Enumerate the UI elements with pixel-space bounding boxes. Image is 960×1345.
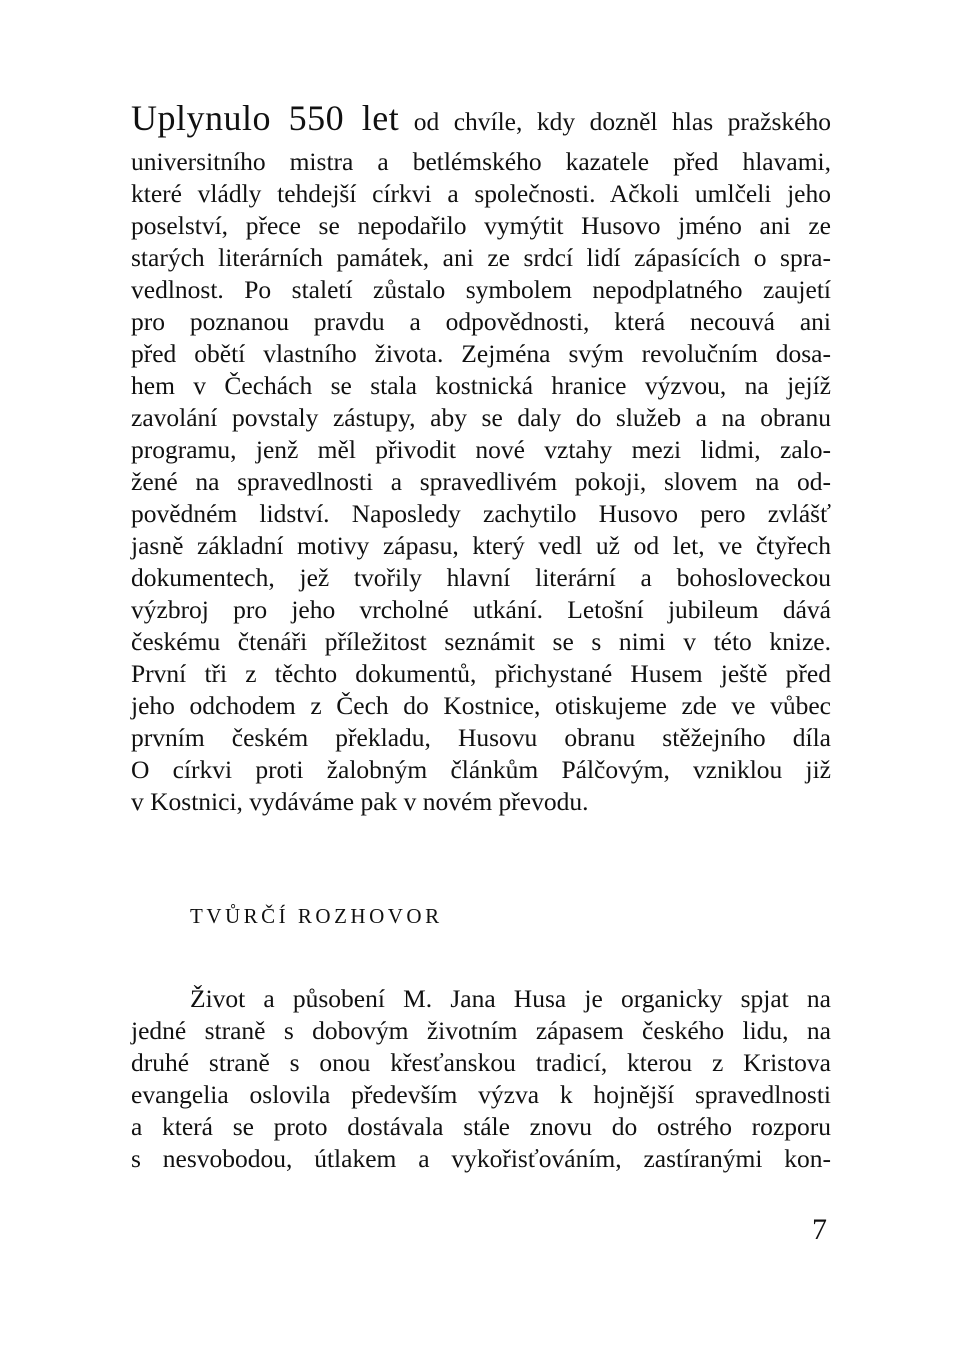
paragraph-2-line-3: druhé straně s onou křesťanskou tradicí, kterou z Kristova <box>131 1048 831 1077</box>
paragraph-1-line-15: dokumentech, jež tvořily hlavní literární a bohosloveckou <box>131 563 831 592</box>
lead-words: Uplynulo 550 let <box>131 98 400 138</box>
paragraph-1-line-1-text: od chvíle, kdy dozněl hlas pražského <box>399 107 831 136</box>
paragraph-1-line-16: výzbroj pro jeho vrcholné utkání. Letošní jubileum dává <box>131 595 831 624</box>
paragraph-1-line-9: hem v Čechách se stala kostnická hranice výzvou, na jejíž <box>131 371 831 400</box>
paragraph-1-line-10: zavolání povstaly zástupy, aby se daly do služeb a na obranu <box>131 403 831 432</box>
paragraph-1-line-18: První tři z těchto dokumentů, přichystané Husem ještě před <box>131 659 831 688</box>
paragraph-2-line-1: Život a působení M. Jana Husa je organicky spjat na <box>190 984 831 1013</box>
paragraph-1-line-17: českému čtenáři příležitost seznámit se s nimi v této knize. <box>131 627 831 656</box>
paragraph-1-line-20: prvním českém překladu, Husovu obranu stěžejního díla <box>131 723 831 752</box>
paragraph-1-line-11: programu, jenž měl přivodit nové vztahy mezi lidmi, zalo- <box>131 435 831 464</box>
paragraph-1-line-19: jeho odchodem z Čech do Kostnice, otiskujeme zde ve vůbec <box>131 691 831 720</box>
paragraph-1-line-13: povědném lidství. Naposledy zachytilo Husovo pero zvlášť <box>131 499 831 528</box>
paragraph-1-line-1 <box>131 98 831 138</box>
paragraph-2-line-4: evangelia oslovila především výzva k hojnější spravedlnosti <box>131 1080 831 1109</box>
paragraph-1-line-6: vedlnost. Po staletí zůstalo symbolem nepodplatného zaujetí <box>131 275 831 304</box>
paragraph-2-line-2: jedné straně s dobovým životním zápasem českého lidu, na <box>131 1016 831 1045</box>
paragraph-1-line-14: jasně základní motivy zápasu, který vedl už od let, ve čtyřech <box>131 531 831 560</box>
paragraph-1-line-21: O církvi proti žalobným článkům Pálčovým, vzniklou již <box>131 755 831 784</box>
paragraph-1-line-22: v Kostnici, vydáváme pak v novém převodu. <box>131 787 589 816</box>
paragraph-1-line-4: poselství, přece se nepodařilo vymýtit Husovo jméno ani ze <box>131 211 831 240</box>
page-number: 7 <box>812 1213 827 1246</box>
paragraph-2-line-6: s nesvobodou, útlakem a vykořisťováním, zastíranými kon- <box>131 1144 831 1173</box>
section-heading: TVŮRČÍ ROZHOVOR <box>190 904 443 928</box>
paragraph-1-line-5: starých literárních památek, ani ze srdcí lidí zápasících o spra- <box>131 243 831 272</box>
paragraph-1-line-7: pro poznanou pravdu a odpovědnosti, která necouvá ani <box>131 307 831 336</box>
paragraph-2-line-5: a která se proto dostávala stále znovu do ostrého rozporu <box>131 1112 831 1141</box>
paragraph-1-line-12: žené na spravedlnosti a spravedlivém pokoji, slovem na od- <box>131 467 831 496</box>
paragraph-1-line-3: které vládly tehdejší církvi a společnosti. Ačkoli umlčeli jeho <box>131 179 831 208</box>
paragraph-1-line-8: před obětí vlastního života. Zejména svým revolučním dosa- <box>131 339 831 368</box>
paragraph-1-line-2: universitního mistra a betlémského kazatele před hlavami, <box>131 147 831 176</box>
